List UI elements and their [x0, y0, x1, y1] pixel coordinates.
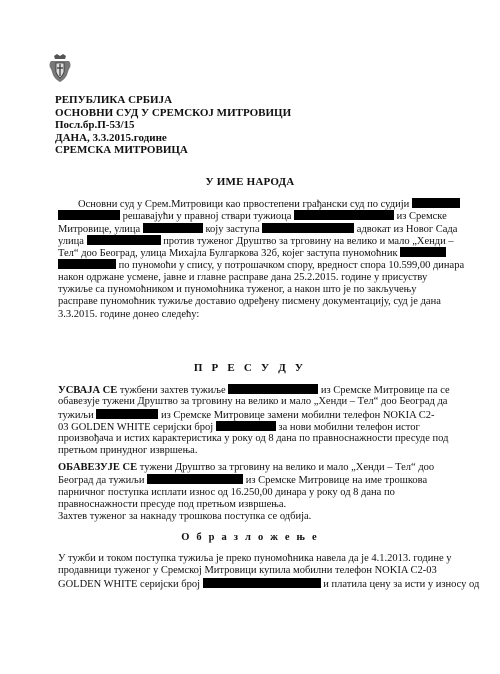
- accept-paragraph: УСВАЈА СЕ тужбени захтев тужиље из Сремске Митровице па се обавезује тужени Друштво за трговину на велико и мало „Хенди – Тел“ доо Београд да тужиљи из Сремске Митровице замени мобилни телефон NOKIA C2- 03 GOLDEN WHITE серијски број за нови мобилни телефон истог произвођача и истих карактеристика у року од 8 дана по правноснажности пресуде под претњом принудног извршења.: [58, 385, 450, 457]
- redaction: [58, 210, 120, 220]
- redaction: [147, 474, 243, 484]
- title-reasoning: О б р а з л о ж е њ е: [181, 532, 319, 543]
- oblige-label: ОБАВЕЗУЈЕ СЕ: [58, 462, 138, 473]
- redaction: [228, 384, 318, 394]
- redaction: [216, 421, 276, 431]
- redaction: [203, 578, 321, 588]
- redaction: [143, 223, 203, 233]
- redaction: [58, 259, 116, 269]
- header-date: ДАНА, 3.3.2015.године: [55, 131, 167, 144]
- header-case-number: Посл.бр.П-53/15: [55, 119, 135, 131]
- reasoning-paragraph: У тужби и током поступка тужиља је преко пуномоћника навела да је 4.1.2013. године у продавници туженог у Сремској Митровици купила мобилни телефон NOKIA C2-03 GOLDEN WHITE серијски број и платила цену за исти у износу од: [58, 553, 480, 590]
- redaction: [400, 247, 446, 257]
- header-country: РЕПУБЛИКА СРБИЈА: [55, 94, 173, 106]
- accept-label: УСВАЈА СЕ: [58, 385, 118, 396]
- serbian-coat-of-arms-icon: [47, 53, 73, 83]
- oblige-paragraph: ОБАВЕЗУЈЕ СЕ тужени Друштво за трговину на велико и мало „Хенди – Тел“ доо Београд да тужиљи из Сремске Митровице на име трошкова парничног поступка исплати износ од 16.250,00 динара у року од 8 дана по правноснажности пресуде под претњом извршења.: [58, 462, 435, 510]
- reject-paragraph: Захтев туженог за накнаду трошкова поступка се одбија.: [58, 511, 312, 522]
- redaction: [96, 409, 158, 419]
- header-court: ОСНОВНИ СУД У СРЕМСКОЈ МИТРОВИЦИ: [55, 106, 292, 119]
- redaction: [87, 235, 161, 245]
- court-header: [55, 94, 291, 157]
- title-in-name-of-people: У ИМЕ НАРОДА: [205, 176, 295, 188]
- intro-paragraph: Основни суд у Срем.Митровици као првостепени грађански суд по судији решавајући у правној ствари тужиоца из Сремске Митровице, улица коју заступа адвокат из Новог Сада улица против туженог Друштво за трговину на велико и мало „Хенди – Тел“ доо Београд, улица Михајла Булгаркова 32б, којег заступа пуномоћник по пуномоћи у спису, у потрошачком спору, вредност спора 10.599,00 динара након одржане усмене, јавне и главне расправе дана 25.2.2015. године у присуству тужиље са пуномоћником и пуномоћника туженог, а након што је по закључењу расправе пуномоћник тужиље доставио одређену писмену документацију, суд је дана 3.3.2015. године донео следећу:: [58, 199, 465, 320]
- header-city: СРЕМСКА МИТРОВИЦА: [55, 144, 188, 156]
- redaction: [262, 223, 354, 233]
- redaction: [294, 210, 394, 220]
- redaction: [412, 198, 460, 208]
- title-verdict: П Р Е С У Д У: [193, 362, 307, 374]
